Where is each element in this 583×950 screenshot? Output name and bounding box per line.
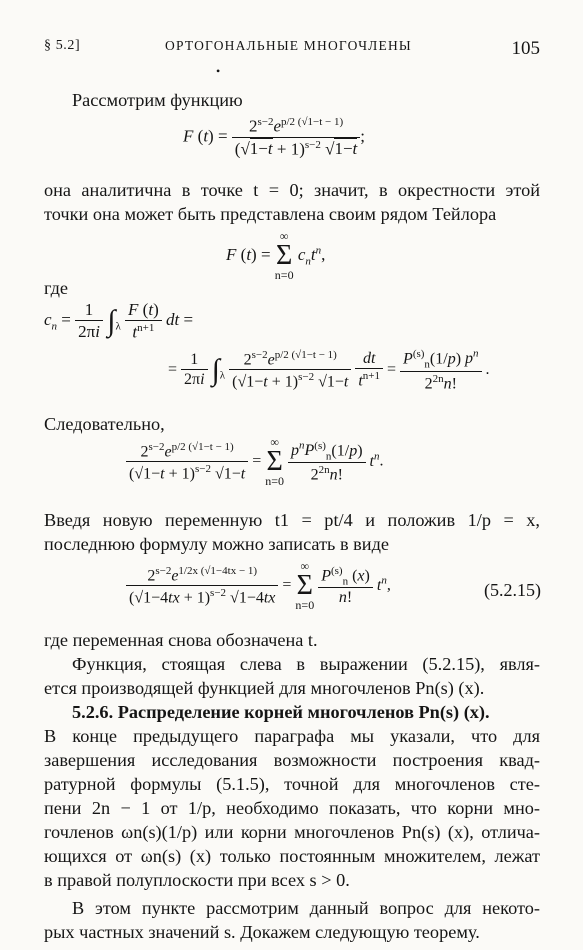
paragraph-line: рых частных значений s. Докажем следующую теорему.	[44, 922, 480, 942]
paragraph-line: она аналитична в точке t = 0; значит, в окрестности этой	[44, 180, 540, 200]
paragraph-line: В конце предыдущего параграфа мы указали, что для	[44, 726, 540, 746]
paragraph: Рассмотрим функцию	[72, 90, 243, 110]
equation-1: F (t) = $\frac{2^{s-2}e^{p/2 (√1-t - 1)}}{(√1-t + 1)^{s-2} √1-t}$ ;	[183, 116, 366, 159]
equation-2: F (t) = ∞ Σ n=0 $c_nt^n$,	[226, 229, 326, 282]
paragraph-line: Функция, стоящая слева в выражении (5.2.15), явля-	[72, 654, 540, 674]
paragraph-line: ющихся от ωn(s) (x) только постоянным множителем, лежат	[44, 846, 540, 866]
paragraph: Следовательно,	[44, 414, 165, 434]
paragraph-line: точки она может быть представлена своим рядом Тейлора	[44, 204, 497, 224]
section-heading: 5.2.6. Распределение корней многочленов Pn(s) (x).	[72, 702, 490, 722]
paragraph-line: Введя новую переменную t1 = pt/4 и положив 1/p = x,	[44, 510, 540, 530]
paragraph-line: В этом пункте рассмотрим данный вопрос для некото-	[72, 898, 540, 918]
equation-3: $c_n$ = $\frac{1}{2\pi i}$ $\int_\lambda$ $\frac{F (t)}{t^{n+1}}$ dt =	[44, 300, 194, 342]
section-ref: § 5.2]	[44, 38, 81, 53]
paragraph: где переменная снова обозначена t.	[44, 630, 318, 650]
equation-number: (5.2.15)	[484, 580, 541, 600]
paragraph-line: в правой полуплоскости при всех s > 0.	[44, 870, 350, 890]
ink-dot: •	[216, 64, 221, 78]
eq1-denominator: $(√1-t + 1)^{s-2}$ √1−t	[232, 137, 360, 160]
paragraph-line: ется производящей функцией для многочленов Pn(s) (x).	[44, 678, 485, 698]
equation-5: $\frac{2^{s-2}e^{p/2 (√1-t - 1)}}{(√1-t + 1)^{s-2} √1-t}$ = ∞ Σ n=0 $\frac{p^nP^{(s)}_n(1/p)}{2^{2n}n!}$ $t^n$.	[126, 436, 383, 488]
equation-4: = $\frac{1}{2\pi i}$ $\int_\lambda$ $\frac{2^{s-2}e^{p/2 (√1-t - 1)}}{(√1-t + 1)^{s-2} √1-t}$ $\frac{dt}{t^{n+1}}$ = $\frac{P^{(s)}_n(1/p) p^n}{2^{2n}n!}$ .	[168, 348, 490, 392]
paragraph: где	[44, 278, 69, 298]
paragraph-line: пени 2n − 1 от 1/p, необходимо показать, что корни мно-	[44, 798, 540, 818]
paragraph-line: последнюю формулу можно записать в виде	[44, 534, 389, 554]
eq1-fraction	[232, 116, 360, 159]
equation-6: $\frac{2^{s-2}e^{1/2x (√1-4tx - 1)}}{(√1-4tx + 1)^{s-2} √1-4tx}$ = ∞ Σ n=0 $\frac{P^{(s)}_n (x)}{n!}$ $t^n$,	[126, 560, 391, 612]
paragraph-line: завершения исследования возможности построения квад-	[44, 750, 540, 770]
page-number: 105	[511, 38, 540, 59]
paragraph-line: гочленов ωn(s)(1/p) или корни многочленов Pn(s) (x), отлича-	[44, 822, 540, 842]
eq1-numerator: $2^{s-2}e^{p/2 (√1-t - 1)}$	[248, 116, 344, 136]
running-title: ОРТОГОНАЛЬНЫЕ МНОГОЧЛЕНЫ	[165, 38, 412, 53]
paragraph-line: ратурной формулы (5.1.5), точной для многочленов сте-	[44, 774, 540, 794]
